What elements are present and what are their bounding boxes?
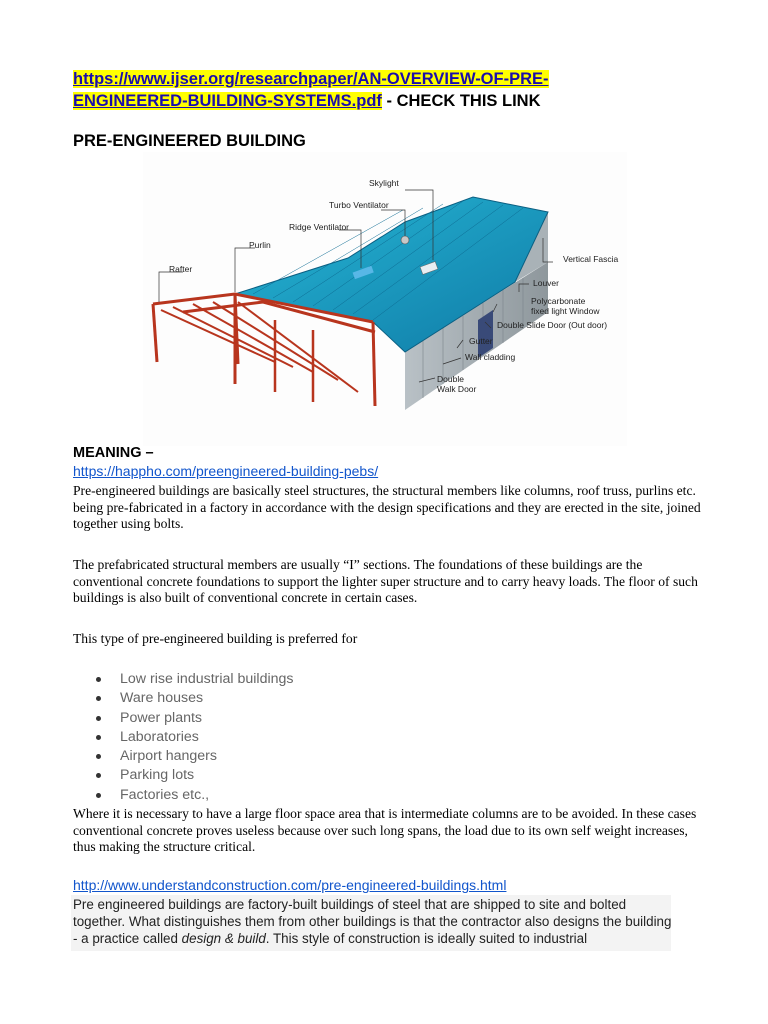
ijser-link[interactable]: https://www.ijser.org/researchpaper/AN-OVERVIEW-OF-PRE- ENGINEERED-BUILDING-SYSTEMS.pdf	[73, 70, 549, 110]
label-double: Double	[437, 374, 464, 384]
label-ridge-ventilator: Ridge Ventilator	[289, 222, 350, 232]
check-link-text: - CHECK THIS LINK	[381, 92, 541, 110]
list-item: Airport hangers	[95, 747, 294, 766]
list-item: Low rise industrial buildings	[95, 670, 294, 689]
paragraph-sections: The prefabricated structural members are usually “I” sections. The foundations of these buildings are the conventional concrete foundations to support the lighter super structure and to carry heavy loads. The floor of such buildings is also built of conventional concrete in certain cases.	[73, 557, 698, 606]
label-polycarbonate: Polycarbonate	[531, 296, 586, 306]
usage-list	[95, 670, 294, 805]
label-louver: Louver	[533, 278, 559, 288]
label-rafter: Rafter	[169, 264, 193, 274]
bullet-icon	[96, 773, 101, 778]
list-item: Parking lots	[95, 766, 294, 785]
label-double-slide-door: Double Slide Door (Out door)	[497, 320, 608, 330]
list-item: Factories etc.,	[95, 786, 294, 805]
label-purlin: Purlin	[249, 240, 271, 250]
building-diagram-svg	[143, 152, 627, 446]
section-heading: PRE-ENGINEERED BUILDING	[73, 132, 306, 150]
bullet-icon	[96, 716, 101, 721]
label-gutter: Gutter	[469, 336, 493, 346]
paragraph-design-build: Pre engineered buildings are factory-built buildings of steel that are shipped to site and bolted together. What distinguishes them from other buildings is that the contractor also designs the building - a practice called design & build. This style of construction is ideally suited to industrial	[73, 897, 672, 946]
happho-link[interactable]: https://happho.com/preengineered-building-pebs/	[73, 463, 379, 479]
label-fixed-light-window: fixed light Window	[531, 306, 600, 316]
paragraph-preferred-for: This type of pre-engineered building is preferred for	[73, 631, 358, 646]
list-item: Laboratories	[95, 728, 294, 747]
understandconstruction-link[interactable]: http://www.understandconstruction.com/pre-engineered-buildings.html	[73, 877, 507, 893]
meaning-heading: MEANING –	[73, 445, 154, 461]
pre-engineered-building-diagram	[143, 152, 627, 446]
bullet-icon	[96, 735, 101, 740]
paragraph-definition: Pre-engineered buildings are basically steel structures, the structural members like columns, roof truss, purlins etc. being pre-fabricated in a factory in accordance with the design specifications and they are erected in the site, joined together using bolts.	[73, 483, 701, 532]
bullet-icon	[96, 696, 101, 701]
label-skylight: Skylight	[369, 178, 399, 188]
turbo-ventilator	[401, 236, 409, 244]
label-vertical-fascia: Vertical Fascia	[563, 254, 619, 264]
bullet-icon	[96, 754, 101, 759]
purlins	[161, 302, 358, 392]
bullet-icon	[96, 677, 101, 682]
label-turbo-ventilator: Turbo Ventilator	[329, 200, 389, 210]
bullet-icon	[96, 793, 101, 798]
label-wall-cladding: Wall cladding	[465, 352, 516, 362]
reference-link-line	[73, 68, 713, 112]
label-walk-door: Walk Door	[437, 384, 477, 394]
list-item: Power plants	[95, 709, 294, 728]
paragraph-large-span: Where it is necessary to have a large floor space area that is intermediate columns are to be avoided. In these cases conventional concrete proves useless because over such long spans, the load due to its own self weight increases, thus making the structure critical.	[73, 806, 697, 855]
list-item: Ware houses	[95, 689, 294, 708]
